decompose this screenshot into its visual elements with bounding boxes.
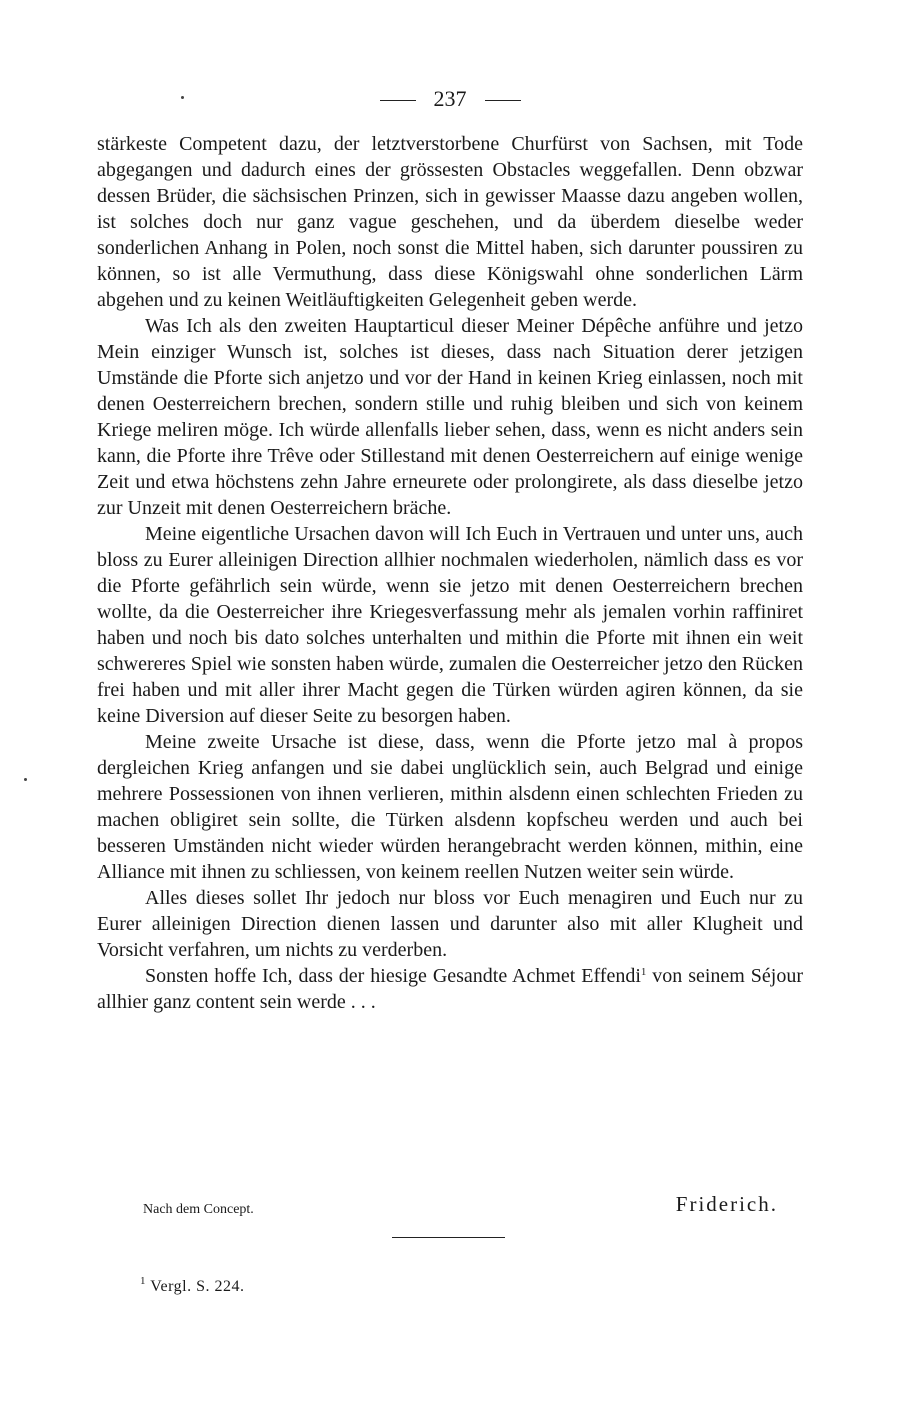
scan-speck [181, 96, 184, 99]
paragraph-text: Sonsten hoffe Ich, dass der hiesige Gesandte Achmet Effendi [145, 965, 641, 987]
paragraph [97, 963, 803, 1015]
header-dash-right [485, 100, 521, 101]
paragraph: Meine zweite Ursache ist diese, dass, wenn die Pforte jetzo mal à propos dergleichen Krieg anfangen und sie dabei unglücklich sein, auch Belgrad und einige mehrere Possessionen von ihnen verlieren, mithin alsdenn einen schlechten Frieden zu machen obligiret sein sollte, die Türken alsdenn kopfscheu werden und auch bei besseren Umständen nicht wieder würden herangebracht werden können, mithin, eine Alliance mit ihnen zu schliessen, von keinem reellen Nutzen weiter sein würde. [97, 731, 803, 883]
page-number: 237 [433, 86, 467, 111]
footnote-ref: 1 [640, 966, 647, 978]
paragraph: Meine eigentliche Ursachen davon will Ich Euch in Vertrauen und unter uns, auch bloss zu Eurer alleinigen Direction allhier nochmalen wiederholen, nämlich dass es vor die Pforte gefährlich sein würde, wenn sie jetzo mit denen Oesterreichern brechen wollte, da die Oesterreicher ihre Kriegesverfassung mehr als jemalen vorhin raffiniret haben und noch bis dato solches unterhalten und mithin die Pforte mit ihnen ein weit schwereres Spiel wie sonsten haben würde, zumalen die Oesterreicher jetzo den Rücken frei haben und mit aller ihrer Macht gegen die Türken würden agiren können, da sie keine Diversion auf dieser Seite zu besorgen haben. [97, 523, 803, 727]
paragraph-text: von seinem Séjour allhier ganz content sein werde . . . [97, 965, 803, 1013]
closing-block [97, 1192, 803, 1222]
paragraph: Alles dieses sollet Ihr jedoch nur bloss vor Euch menagiren und Euch nur zu Eurer alleinigen Direction dienen lassen und darunter also mit aller Klugheit und Vorsicht verfahren, um nichts zu verderben. [97, 887, 803, 961]
footnote [140, 1275, 245, 1296]
scan-speck [24, 778, 27, 781]
signature: Friderich. [675, 1192, 778, 1216]
footnote-text: Vergl. S. 224. [146, 1278, 245, 1295]
footnote-marker: 1 [140, 1275, 146, 1287]
paragraph: Was Ich als den zweiten Hauptarticul dieser Meiner Dépêche anführe und jetzo Mein einziger Wunsch ist, solches ist dieses, dass nach Situation derer jetzigen Umstände die Pforte sich anjetzo und vor der Hand in keinen Krieg einlassen, noch mit denen Oesterreichern brechen, sondern stille und ruhig bleiben und sich von keinem Kriege meliren möge. Ich würde allenfalls lieber sehen, dass, wenn es nicht anders sein kann, die Pforte ihre Trêve oder Stillestand mit denen Oesterreichern auf einige wenige Zeit und etwa höchstens zehn Jahre erneurete oder prolongirete, als dass dieselbe jetzo zur Unzeit mit denen Oesterreichern bräche. [97, 315, 803, 519]
paragraph: stärkeste Competent dazu, der letztverstorbene Churfürst von Sachsen, mit Tode abgegangen und dadurch eines der grössesten Obstacles weggefallen. Denn obzwar dessen Brüder, die sächsischen Prinzen, sich in gewisser Maasse dazu angeben wollen, ist solches doch nur ganz vague geschehen, und da überdem dieselbe weder sonderlichen Anhang in Polen, noch sonst die Mittel haben, sich darunter poussiren zu können, so ist alle Vermuthung, dass diese Königswahl ohne sonderlichen Lärm abgehen und zu keinen Weitläuftigkeiten Gelegenheit geben werde. [97, 133, 803, 311]
page-header [0, 86, 900, 112]
body-text [97, 131, 803, 1015]
source-note: Nach dem Concept. [143, 1202, 254, 1217]
header-dash-left [380, 100, 416, 101]
footnote-separator [392, 1237, 505, 1238]
